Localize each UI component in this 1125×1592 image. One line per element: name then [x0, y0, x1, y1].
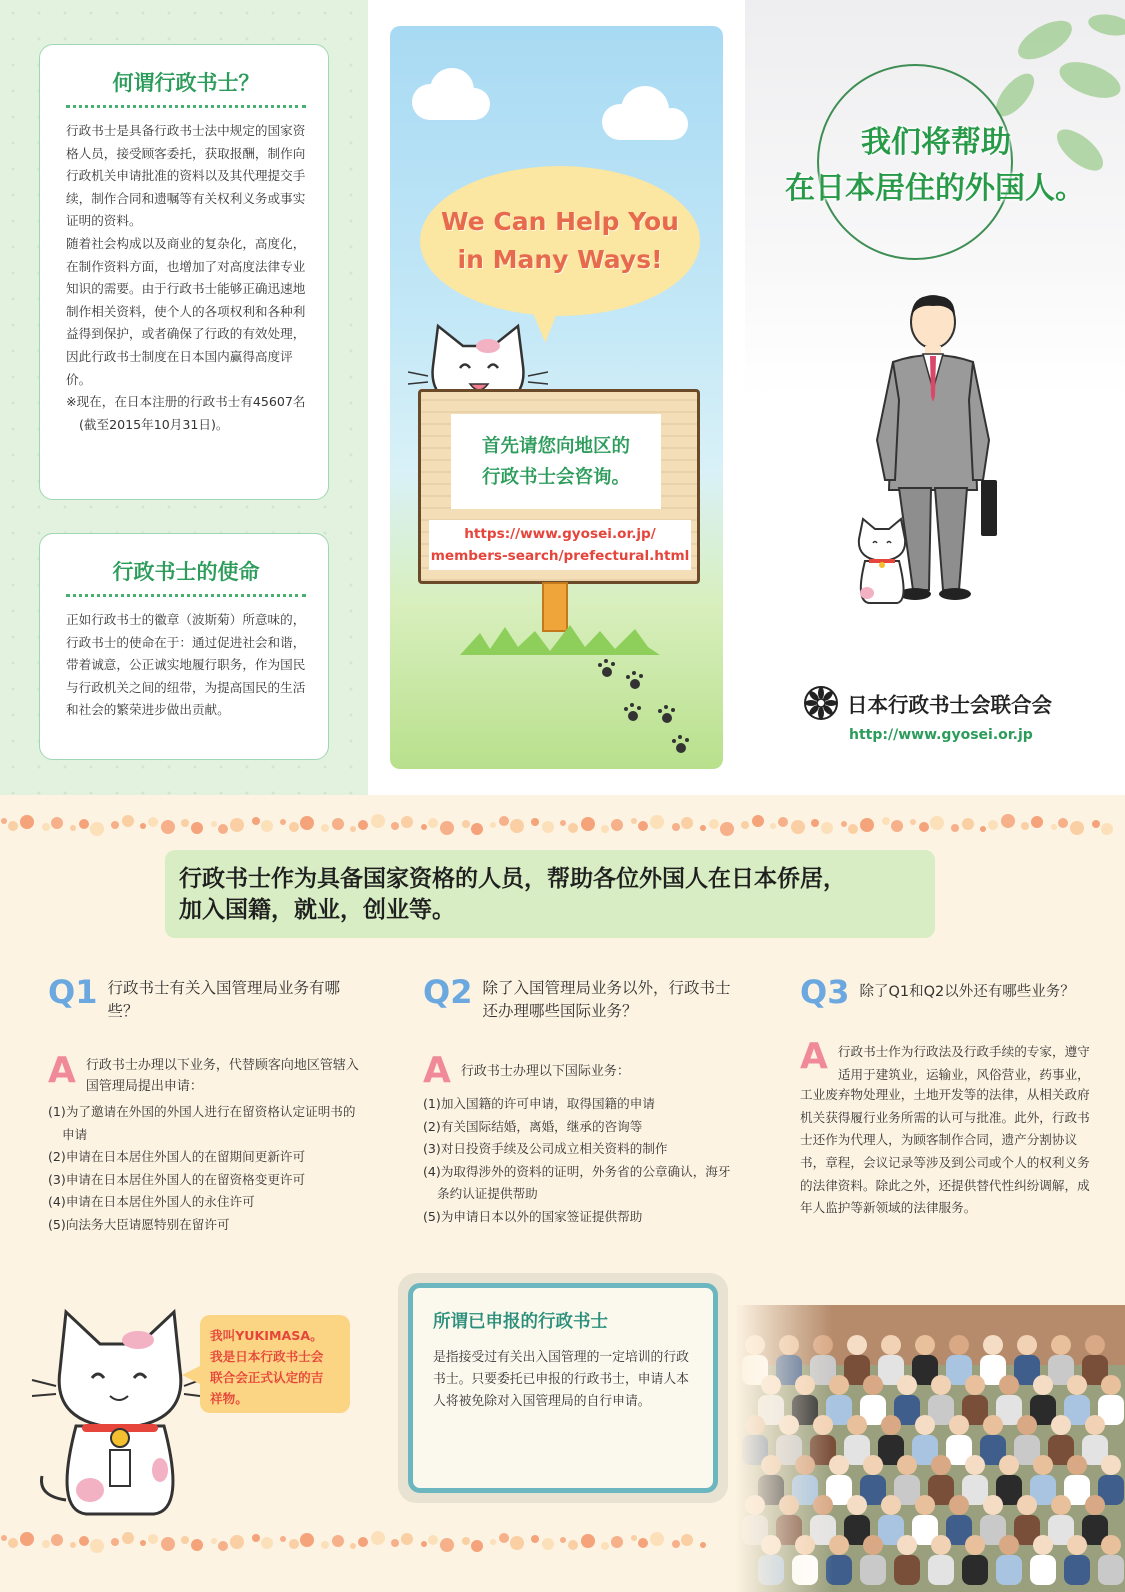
answer-text: 行政书士办理以下国际业务： — [460, 1064, 630, 1079]
mascot-line: 联合会正式认定的吉 — [210, 1370, 324, 1385]
decor-dot — [510, 1536, 524, 1550]
decor-dot — [568, 1540, 578, 1550]
declared-gyoseishoshi-box — [398, 1273, 728, 1503]
dotted-border-top — [0, 813, 1125, 843]
decor-dot — [140, 823, 146, 829]
decor-dot — [79, 819, 89, 829]
card-title: 何谓行政书士？ — [66, 67, 306, 108]
decor-dot — [638, 821, 648, 831]
decor-dot — [841, 821, 847, 827]
question-mark: Q2 — [423, 973, 473, 1011]
list-item: (2)申请在日本居住外国人的在留期间更新许可 — [48, 1149, 306, 1165]
question-mark: Q3 — [800, 973, 850, 1011]
decor-dot — [638, 1538, 648, 1548]
bubble-line: We Can Help You — [441, 207, 679, 236]
decor-dot — [90, 1539, 104, 1553]
decor-dot — [111, 821, 119, 829]
decor-dot — [631, 818, 637, 824]
decor-dot — [371, 1531, 385, 1545]
decor-dot — [531, 818, 539, 826]
question-text: 除了Q1和Q2以外还有哪些业务？ — [859, 984, 1075, 1000]
decor-dot — [848, 824, 858, 834]
url-line[interactable]: https://www.gyosei.or.jp/ — [464, 526, 656, 542]
decor-dot — [252, 817, 260, 825]
list-item: (5)向法务大臣请愿特别在留许可 — [48, 1216, 230, 1232]
middle-panel — [390, 26, 723, 769]
decor-dot — [211, 821, 217, 827]
list-item: (1)为了邀请在外国的外国人进行在留资格认定证明书的申请 — [48, 1104, 356, 1142]
decor-dot — [148, 817, 158, 827]
card-paragraph: 行政书士是具备行政书士法中规定的国家资格人员，接受顾客委托，获取报酬，制作向行政机关申请批准的资料以及其代理提交手续，制作合同和遗嘱等有关权利义务或事实证明的资料。 — [66, 123, 306, 229]
decor-dot — [1058, 818, 1068, 828]
cloud-icon — [400, 64, 500, 124]
decor-dot — [421, 1541, 427, 1547]
decor-dot — [8, 821, 18, 831]
decor-dot — [289, 822, 299, 832]
decor-dot — [1051, 824, 1057, 830]
declared-body: 是指接受过有关出入国管理的一定培训的行政书士。只要委托已申报的行政书士，申请人本人将被免除对入国管理局的自行申请。 — [433, 1350, 689, 1409]
decor-dot — [401, 816, 413, 828]
decor-dot — [1, 818, 7, 824]
mascot-line: 我叫YUKIMASA。 — [210, 1328, 323, 1343]
list-item: (4)申请在日本居住外国人的永住许可 — [48, 1194, 255, 1210]
decor-dot — [601, 1542, 609, 1550]
decor-dot — [930, 816, 944, 830]
sign-line: 首先请您向地区的 — [481, 435, 630, 457]
decor-dot — [148, 1534, 158, 1544]
decor-dot — [218, 1541, 228, 1551]
cosmos-emblem-icon — [803, 685, 839, 721]
wooden-sign — [418, 389, 700, 584]
dotted-border-bottom — [0, 1530, 1125, 1560]
decor-dot — [741, 821, 749, 829]
decor-dot — [70, 1542, 76, 1548]
mascot-line: 我是日本行政书士会 — [210, 1349, 324, 1364]
question-text: 行政书士有关入国管理局业务有哪些？ — [107, 979, 340, 1020]
registration-note — [66, 391, 306, 436]
decor-dot — [300, 1533, 314, 1547]
decor-dot — [891, 820, 903, 832]
decor-dot — [700, 1542, 706, 1548]
decor-dot — [560, 1537, 566, 1543]
decor-dot — [1021, 822, 1029, 830]
card-paragraph: 随着社会构成以及商业的复杂化，高度化，在制作资料方面，也增加了对高度法律专业知识的需要。由于行政书士能够正确迅速地制作相关资料，使个人的各项权利和各种利益得到保护，或者确保了行政的有效处理，因此行政书士制度在日本国内赢得高度评价。 — [66, 235, 306, 387]
decor-dot — [650, 815, 664, 829]
answer-list — [48, 1101, 368, 1237]
decor-dot — [631, 1535, 637, 1541]
decor-dot — [1, 1535, 7, 1541]
decor-dot — [531, 1535, 539, 1543]
decor-dot — [289, 1539, 299, 1549]
decor-dot — [161, 1537, 175, 1551]
decor-dot — [568, 823, 578, 833]
decor-dot — [440, 821, 454, 835]
yukimasa-mascot-icon — [30, 1300, 200, 1520]
decor-dot — [161, 820, 175, 834]
decor-dot — [90, 822, 104, 836]
decor-dot — [42, 1540, 50, 1548]
list-item: (1)加入国籍的许可申请，取得国籍的申请 — [423, 1096, 655, 1111]
decor-dot — [371, 814, 385, 828]
decor-dot — [191, 822, 203, 834]
qa-block-3 — [800, 975, 1100, 1220]
headline-banner — [165, 850, 935, 938]
card-title: 行政书士的使命 — [66, 556, 306, 597]
decor-dot — [218, 824, 228, 834]
decor-dot — [181, 819, 189, 827]
decor-dot — [770, 823, 776, 829]
slogan — [745, 120, 1125, 212]
cloud-icon — [590, 84, 700, 144]
decor-dot — [42, 823, 50, 831]
decor-dot — [542, 821, 554, 833]
decor-dot — [1031, 816, 1043, 828]
note-line: (截至2015年10月31日)。 — [79, 416, 229, 432]
decor-dot — [510, 819, 524, 833]
list-item: (5)为申请日本以外的国家签证提供帮助 — [423, 1208, 643, 1224]
mascot-speech-bubble — [200, 1315, 350, 1413]
right-panel — [745, 0, 1125, 795]
decor-dot — [280, 819, 286, 825]
decor-dot — [252, 1534, 260, 1542]
slogan-line: 在日本居住的外国人。 — [785, 171, 1085, 206]
decor-dot — [122, 815, 134, 827]
banner-line: 行政书士作为具备国家资格的人员，帮助各位外国人在日本侨居， — [179, 866, 846, 892]
answer-mark: A — [800, 1036, 828, 1077]
decor-dot — [672, 1540, 680, 1548]
decor-dot — [428, 1535, 438, 1545]
decor-dot — [20, 1532, 34, 1546]
decor-dot — [350, 826, 356, 832]
decor-dot — [490, 1539, 496, 1545]
bottom-section — [0, 795, 1125, 1592]
decor-dot — [681, 1534, 693, 1546]
answer-mark: A — [48, 1050, 76, 1091]
slogan-line: 我们将帮助 — [861, 125, 1011, 160]
grass-icon — [460, 621, 660, 655]
declared-title: 所谓已申报的行政书士 — [433, 1312, 608, 1332]
decor-dot — [988, 820, 998, 830]
decor-dot — [321, 1541, 329, 1549]
decor-dot — [230, 818, 244, 832]
decor-dot — [611, 819, 623, 831]
decor-dot — [720, 822, 734, 836]
decor-dot — [650, 1532, 664, 1546]
decor-dot — [51, 817, 63, 829]
decor-dot — [778, 817, 788, 827]
sign-line: 行政书士会咨询。 — [481, 466, 630, 488]
decor-dot — [401, 1533, 413, 1545]
decor-dot — [919, 822, 929, 832]
decor-dot — [70, 825, 76, 831]
decor-dot — [700, 825, 706, 831]
question-mark: Q1 — [48, 973, 98, 1011]
small-cat-icon — [845, 515, 917, 605]
decor-dot — [1001, 814, 1015, 828]
decor-dot — [51, 1534, 63, 1546]
decor-dot — [358, 820, 368, 830]
decor-dot — [821, 822, 833, 834]
list-item: (4)为取得涉外的资料的证明，外务省的公章确认，海牙条约认证提供帮助 — [423, 1163, 731, 1202]
decor-dot — [811, 819, 819, 827]
organization-name: 日本行政书士会联合会 — [847, 693, 1052, 717]
decor-dot — [1101, 823, 1113, 835]
decor-dot — [122, 1532, 134, 1544]
answer-text: 行政书士办理以下业务，代替顾客向地区管辖入国管理局提出申请： — [85, 1058, 359, 1094]
url-line[interactable]: members-search/prefectural.html — [430, 548, 690, 564]
banner-line: 加入国籍，就业，创业等。 — [179, 897, 455, 923]
answer-body: 工业废弃物处理业，土地开发等的法律，从相关政府机关获得履行业务所需的认可与批准。此外，行政书士还作为代理人，为顾客制作合同，遗产分割协议书，章程，会议记录等涉及到公司或个人的权利义务的法律资料。除此之外，还提供替代性纠纷调解，成年人监护等新领域的法律服务。 — [800, 1087, 1090, 1216]
list-item: (3)申请在日本居住外国人的在留资格变更许可 — [48, 1171, 306, 1187]
decor-dot — [332, 1535, 344, 1547]
note-line: ※现在，在日本注册的行政书士有45607名 — [66, 394, 306, 410]
decor-dot — [421, 824, 427, 830]
decor-dot — [358, 1537, 368, 1547]
members-search-link[interactable] — [429, 520, 691, 570]
decor-dot — [428, 818, 438, 828]
decor-dot — [79, 1536, 89, 1546]
answer-list — [423, 1093, 743, 1229]
decor-dot — [752, 815, 764, 827]
decor-dot — [261, 1537, 273, 1549]
decor-dot — [672, 823, 680, 831]
decor-dot — [280, 1536, 286, 1542]
decor-dot — [581, 817, 595, 831]
list-item: (2)有关国际结婚，离婚，继承的咨询等 — [423, 1118, 643, 1134]
decor-dot — [962, 818, 974, 830]
decor-dot — [1092, 820, 1100, 828]
decor-dot — [709, 819, 719, 829]
decor-dot — [261, 820, 273, 832]
decor-dot — [581, 1534, 595, 1548]
card-paragraph: 正如行政书士的徽章（波斯菊）所意味的，行政书士的使命在于：通过促进社会和谐，带着诚意，公正诚实地履行职务，作为国民与行政机关之间的纽带，为提高国民的生活和社会的繁荣进步做出贡献。 — [66, 612, 306, 718]
decor-dot — [350, 1543, 356, 1549]
decor-dot — [1070, 821, 1084, 835]
organization-block — [803, 685, 1052, 743]
mission-card — [39, 533, 329, 760]
decor-dot — [980, 826, 986, 832]
decor-dot — [499, 1533, 509, 1543]
decor-dot — [910, 819, 916, 825]
qa-block-2 — [423, 975, 743, 1229]
decor-dot — [8, 1538, 18, 1548]
mascot-bubble-tail — [182, 1365, 202, 1385]
decor-dot — [181, 1536, 189, 1544]
answer-mark: A — [423, 1050, 451, 1091]
paw-prints-icon — [595, 656, 705, 756]
decor-dot — [321, 824, 329, 832]
decor-dot — [860, 818, 874, 832]
decor-dot — [499, 816, 509, 826]
decor-dot — [542, 1538, 554, 1550]
decor-dot — [332, 818, 344, 830]
decor-dot — [20, 815, 34, 829]
decor-dot — [951, 824, 959, 832]
decor-dot — [611, 1536, 623, 1548]
decor-dot — [191, 1539, 203, 1551]
decor-dot — [560, 820, 566, 826]
qa-block-1 — [48, 975, 368, 1237]
question-text: 除了入国管理局业务以外，行政书士还办理哪些国际业务？ — [482, 979, 731, 1020]
decor-dot — [111, 1538, 119, 1546]
decor-dot — [471, 1540, 483, 1552]
bubble-line: in Many Ways! — [457, 245, 663, 274]
decor-dot — [230, 1535, 244, 1549]
mascot-line: 祥物。 — [210, 1391, 248, 1406]
list-item: (3)对日投资手续及公司成立相关资料的制作 — [423, 1141, 668, 1157]
answer-text: 行政书士作为行政法及行政手续的专家，遵守适用于建筑业，运输业，风俗营业，药事业， — [837, 1044, 1090, 1082]
decor-dot — [882, 817, 890, 825]
what-is-gyoseishoshi-card — [39, 44, 329, 500]
decor-dot — [681, 817, 693, 829]
organization-url-link[interactable]: http://www.gyosei.or.jp — [849, 727, 1033, 743]
decor-dot — [791, 820, 805, 834]
decor-dot — [471, 823, 483, 835]
decor-dot — [140, 1540, 146, 1546]
decor-dot — [490, 822, 496, 828]
decor-dot — [300, 816, 314, 830]
sign-message — [451, 414, 661, 509]
decor-dot — [462, 1537, 470, 1545]
decor-dot — [462, 820, 470, 828]
decor-dot — [391, 1539, 399, 1547]
decor-dot — [391, 822, 399, 830]
decor-dot — [601, 825, 609, 833]
left-panel — [0, 0, 368, 795]
decor-dot — [211, 1538, 217, 1544]
decor-dot — [440, 1538, 454, 1552]
